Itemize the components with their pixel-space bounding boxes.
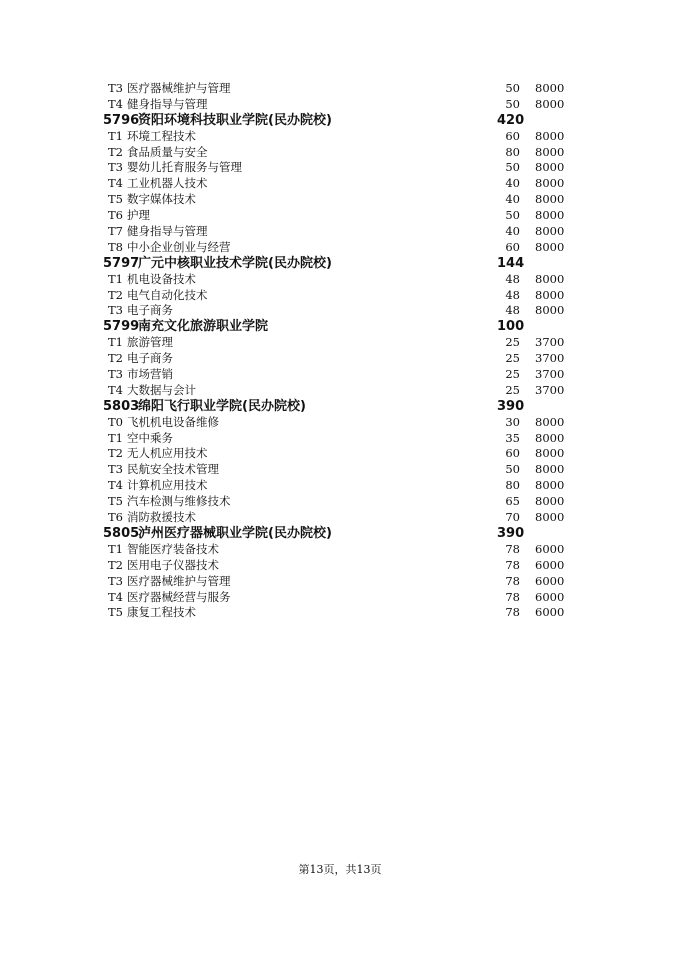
program-code: T4	[108, 382, 123, 397]
program-code: T6	[108, 510, 123, 525]
program-code: T1	[108, 128, 123, 143]
school-name: 资阳环境科技职业学院(民办院校)	[138, 112, 332, 128]
program-name: 无人机应用技术	[127, 446, 208, 461]
school-plan-total: 420	[497, 112, 525, 128]
program-name: 机电设备技术	[127, 271, 196, 286]
program-row	[0, 462, 680, 478]
program-plan-count: 25	[505, 351, 520, 366]
program-plan-count: 30	[505, 414, 520, 429]
program-code: T1	[108, 335, 123, 350]
program-name: 旅游管理	[127, 335, 173, 350]
program-code: T5	[108, 192, 123, 207]
program-name: 汽车检测与维修技术	[127, 494, 231, 509]
tuition-fee: 6000	[535, 573, 565, 588]
program-plan-count: 78	[505, 589, 520, 604]
program-name: 工业机器人技术	[127, 176, 208, 191]
school-plan-total: 144	[497, 255, 525, 271]
tuition-fee: 8000	[535, 303, 565, 318]
school-code: 5797	[103, 255, 140, 271]
program-row	[0, 590, 680, 606]
program-row	[0, 367, 680, 383]
program-row	[0, 240, 680, 256]
program-code: T1	[108, 430, 123, 445]
tuition-fee: 8000	[535, 271, 565, 286]
program-row	[0, 145, 680, 161]
program-plan-count: 50	[505, 208, 520, 223]
program-code: T3	[108, 303, 123, 318]
page-footer: 第13页，共13页	[298, 863, 382, 876]
tuition-fee: 6000	[535, 589, 565, 604]
program-code: T3	[108, 462, 123, 477]
tuition-fee: 3700	[535, 335, 565, 350]
tuition-fee: 8000	[535, 144, 565, 159]
tuition-fee: 6000	[535, 557, 565, 572]
program-row	[0, 574, 680, 590]
program-row	[0, 303, 680, 319]
program-name: 健身指导与管理	[127, 224, 208, 239]
program-row	[0, 431, 680, 447]
program-row	[0, 288, 680, 304]
program-name: 智能医疗装备技术	[127, 541, 219, 556]
program-name: 计算机应用技术	[127, 478, 208, 493]
enrollment-plan-list	[0, 81, 680, 621]
program-plan-count: 78	[505, 573, 520, 588]
school-code: 5796	[103, 112, 140, 128]
school-name: 绵阳飞行职业学院(民办院校)	[138, 398, 306, 414]
program-plan-count: 48	[505, 271, 520, 286]
school-row	[0, 526, 680, 542]
program-name: 电气自动化技术	[127, 287, 208, 302]
school-row	[0, 399, 680, 415]
tuition-fee: 8000	[535, 414, 565, 429]
program-code: T1	[108, 271, 123, 286]
tuition-fee: 8000	[535, 510, 565, 525]
program-code: T4	[108, 96, 123, 111]
tuition-fee: 8000	[535, 287, 565, 302]
tuition-fee: 8000	[535, 176, 565, 191]
program-code: T3	[108, 367, 123, 382]
program-code: T6	[108, 208, 123, 223]
tuition-fee: 3700	[535, 382, 565, 397]
program-plan-count: 80	[505, 478, 520, 493]
program-code: T3	[108, 160, 123, 175]
program-row	[0, 558, 680, 574]
program-name: 医疗器械经营与服务	[127, 589, 231, 604]
program-name: 数字媒体技术	[127, 192, 196, 207]
program-plan-count: 78	[505, 557, 520, 572]
program-name: 康复工程技术	[127, 605, 196, 620]
tuition-fee: 8000	[535, 478, 565, 493]
tuition-fee: 8000	[535, 224, 565, 239]
program-plan-count: 25	[505, 367, 520, 382]
program-code: T2	[108, 287, 123, 302]
program-plan-count: 60	[505, 239, 520, 254]
program-row	[0, 494, 680, 510]
school-name: 泸州医疗器械职业学院(民办院校)	[138, 525, 332, 541]
program-plan-count: 70	[505, 510, 520, 525]
tuition-fee: 6000	[535, 605, 565, 620]
program-code: T4	[108, 176, 123, 191]
program-row	[0, 446, 680, 462]
program-plan-count: 40	[505, 176, 520, 191]
program-name: 大数据与会计	[127, 382, 196, 397]
program-row	[0, 605, 680, 621]
program-name: 食品质量与安全	[127, 144, 208, 159]
program-name: 医用电子仪器技术	[127, 557, 219, 572]
school-row	[0, 256, 680, 272]
tuition-fee: 8000	[535, 128, 565, 143]
program-code: T4	[108, 589, 123, 604]
program-plan-count: 25	[505, 382, 520, 397]
school-code: 5805	[103, 525, 140, 541]
program-plan-count: 48	[505, 303, 520, 318]
program-row	[0, 335, 680, 351]
school-row	[0, 113, 680, 129]
program-code: T3	[108, 573, 123, 588]
program-row	[0, 272, 680, 288]
program-row	[0, 208, 680, 224]
program-plan-count: 25	[505, 335, 520, 350]
school-plan-total: 390	[497, 525, 525, 541]
program-row	[0, 542, 680, 558]
program-code: T2	[108, 557, 123, 572]
program-plan-count: 40	[505, 192, 520, 207]
school-name: 南充文化旅游职业学院	[138, 319, 269, 335]
tuition-fee: 8000	[535, 239, 565, 254]
program-name: 健身指导与管理	[127, 96, 208, 111]
school-row	[0, 319, 680, 335]
tuition-fee: 8000	[535, 494, 565, 509]
tuition-fee: 3700	[535, 351, 565, 366]
program-name: 护理	[127, 208, 150, 223]
program-code: T0	[108, 414, 123, 429]
program-plan-count: 78	[505, 541, 520, 556]
program-code: T8	[108, 239, 123, 254]
program-code: T7	[108, 224, 123, 239]
program-plan-count: 60	[505, 446, 520, 461]
program-plan-count: 50	[505, 96, 520, 111]
program-name: 中小企业创业与经营	[127, 239, 231, 254]
program-row	[0, 192, 680, 208]
program-plan-count: 35	[505, 430, 520, 445]
program-plan-count: 78	[505, 605, 520, 620]
school-name: 广元中核职业技术学院(民办院校)	[138, 255, 332, 271]
school-code: 5803	[103, 398, 140, 414]
program-name: 电子商务	[127, 303, 173, 318]
program-plan-count: 40	[505, 224, 520, 239]
program-plan-count: 48	[505, 287, 520, 302]
program-name: 民航安全技术管理	[127, 462, 219, 477]
school-plan-total: 390	[497, 398, 525, 414]
program-plan-count: 50	[505, 81, 520, 95]
tuition-fee: 8000	[535, 446, 565, 461]
program-name: 消防救援技术	[127, 510, 196, 525]
program-code: T2	[108, 351, 123, 366]
program-row	[0, 383, 680, 399]
program-code: T4	[108, 478, 123, 493]
program-row	[0, 160, 680, 176]
tuition-fee: 8000	[535, 160, 565, 175]
program-plan-count: 60	[505, 128, 520, 143]
program-plan-count: 50	[505, 160, 520, 175]
tuition-fee: 8000	[535, 208, 565, 223]
program-row	[0, 224, 680, 240]
tuition-fee: 8000	[535, 192, 565, 207]
program-plan-count: 65	[505, 494, 520, 509]
program-name: 电子商务	[127, 351, 173, 366]
program-plan-count: 50	[505, 462, 520, 477]
school-plan-total: 100	[497, 319, 525, 335]
program-name: 婴幼儿托育服务与管理	[127, 160, 242, 175]
program-row	[0, 510, 680, 526]
program-row	[0, 97, 680, 113]
program-name: 市场营销	[127, 367, 173, 382]
program-row	[0, 351, 680, 367]
tuition-fee: 8000	[535, 462, 565, 477]
program-code: T1	[108, 541, 123, 556]
program-name: 环境工程技术	[127, 128, 196, 143]
program-name: 医疗器械维护与管理	[127, 81, 231, 95]
program-row	[0, 415, 680, 431]
program-name: 医疗器械维护与管理	[127, 573, 231, 588]
program-code: T2	[108, 144, 123, 159]
program-code: T5	[108, 605, 123, 620]
program-name: 飞机机电设备维修	[127, 414, 219, 429]
tuition-fee: 6000	[535, 541, 565, 556]
program-row	[0, 81, 680, 97]
program-row	[0, 129, 680, 145]
tuition-fee: 8000	[535, 96, 565, 111]
program-code: T3	[108, 81, 123, 95]
program-row	[0, 478, 680, 494]
program-plan-count: 80	[505, 144, 520, 159]
tuition-fee: 3700	[535, 367, 565, 382]
school-code: 5799	[103, 319, 140, 335]
program-code: T2	[108, 446, 123, 461]
tuition-fee: 8000	[535, 81, 565, 95]
program-name: 空中乘务	[127, 430, 173, 445]
program-row	[0, 176, 680, 192]
tuition-fee: 8000	[535, 430, 565, 445]
program-code: T5	[108, 494, 123, 509]
